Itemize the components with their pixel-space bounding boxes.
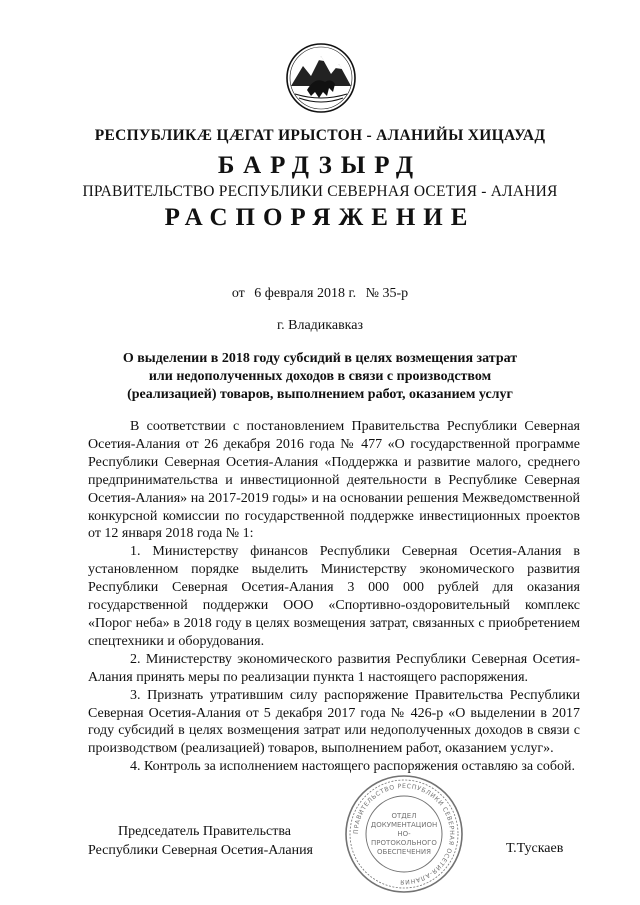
- stamp-ring-text: ПРАВИТЕЛЬСТВО РЕСПУБЛИКИ СЕВЕРНАЯ ОСЕТИЯ-АЛАНИЯ: [352, 782, 456, 886]
- date-line: [0, 286, 640, 302]
- city: г. Владикавказ: [276, 318, 364, 333]
- signatory-position: [88, 822, 313, 860]
- stamp-center-text: ОТДЕЛ ДОКУМЕНТАЦИОННО-ПРОТОКОЛЬНОГО ОБЕСПЕЧЕНИЯ: [370, 812, 438, 856]
- signatory-name: Т.Тускаев: [506, 841, 564, 856]
- position-line-2: Республики Северная Осетия-Алания: [88, 843, 313, 858]
- document-number: № 35-р: [365, 286, 409, 301]
- government-name: ПРАВИТЕЛЬСТВО РЕСПУБЛИКИ СЕВЕРНАЯ ОСЕТИЯ - АЛАНИЯ: [82, 183, 558, 200]
- date-prefix: от: [231, 286, 245, 301]
- item-1-paragraph: 1. Министерству финансов Республики Северная Осетия-Алания в установленном порядке выделить Министерству экономического развития Республики Северная Осетия-Алания 3 000 000 рублей для оказания государственной поддержки ООО «Спортивно-оздоровительный комплекс «Порог неба» в 2018 году в целях возмещения затрат, связанных с приобретением спецтехники и оборудования.: [88, 544, 580, 649]
- document-body: [88, 418, 580, 776]
- ossetian-government-name: РЕСПУБЛИКӔ ЦӔГАТ ИРЫСТОН - АЛАНИЙЫ ХИЦАУАД: [94, 127, 546, 144]
- position-line-1: Председатель Правительства: [118, 824, 291, 839]
- document-title: О выделении в 2018 году субсидий в целях возмещения затрат или недополученных доходов в связи с производством (реализацией) товаров, выполнением работ, оказанием услуг: [122, 351, 518, 402]
- document-type: РАСПОРЯЖЕНИЕ: [164, 204, 476, 231]
- ossetian-doc-type: БАРДЗЫРД: [217, 152, 423, 179]
- coat-of-arms-emblem: [285, 42, 357, 114]
- item-3-paragraph: 3. Признать утратившим силу распоряжение Правительства Республики Северная Осетия-Алания от 5 декабря 2017 года № 426-р «О выделении в 2017 году субсидий в целях возмещения затрат или недополученных доходов в связи с производством (реализацией) товаров, выполнением работ, оказанием услуг».: [88, 687, 580, 757]
- document-date: 6 февраля 2018 г.: [254, 286, 357, 301]
- official-stamp-seal: [342, 772, 466, 896]
- item-2-paragraph: 2. Министерству экономического развития Республики Северная Осетия-Алания принять меры по реализации пункта 1 настоящего распоряжения.: [88, 651, 580, 685]
- item-4-paragraph: 4. Контроль за исполнением настоящего распоряжения оставляю за собой.: [130, 759, 575, 775]
- preamble-paragraph: В соответствии с постановлением Правительства Республики Северная Осетия-Алания от 26 декабря 2016 года № 477 «О государственной программе Республики Северная Осетия-Алания «Поддержка и развитие малого, среднего предпринимательства и инвестиционной деятельности в Республике Северная Осетия-Алания» на 2017-2019 годы» и на основании решения Межведомственной конкурсной комиссии по государственной поддержке инвестиционных проектов от 12 января 2018 года № 1:: [88, 419, 580, 542]
